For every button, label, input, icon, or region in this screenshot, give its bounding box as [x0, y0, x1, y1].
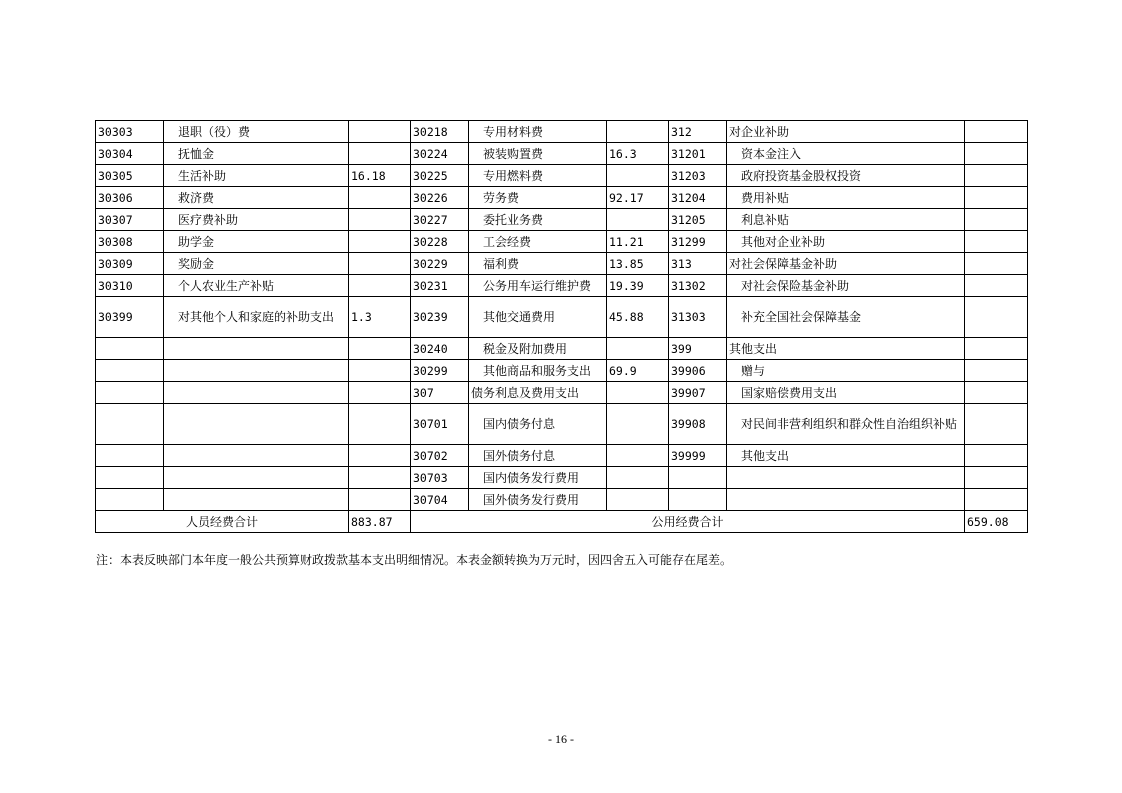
table-row — [96, 209, 1028, 231]
other-item-cell: 资本金注入 — [727, 143, 965, 165]
public-code-cell: 30231 — [411, 275, 469, 297]
public-item-cell: 被装购置费 — [469, 143, 607, 165]
public-code-cell: 30227 — [411, 209, 469, 231]
personnel-amount-cell: 1.3 — [349, 297, 411, 338]
public-code-cell: 30703 — [411, 467, 469, 489]
table-row — [96, 338, 1028, 360]
public-item-cell: 公务用车运行维护费 — [469, 275, 607, 297]
personnel-item-cell: 个人农业生产补贴 — [164, 275, 349, 297]
public-total-value: 659.08 — [965, 511, 1028, 533]
other-amount-cell — [965, 231, 1028, 253]
public-amount-cell — [607, 338, 669, 360]
other-item-cell: 其他对企业补助 — [727, 231, 965, 253]
other-amount-cell — [965, 467, 1028, 489]
other-item-cell: 国家赔偿费用支出 — [727, 382, 965, 404]
public-code-cell: 30224 — [411, 143, 469, 165]
personnel-code-cell: 30399 — [96, 297, 164, 338]
other-amount-cell — [965, 404, 1028, 445]
public-code-cell: 30218 — [411, 121, 469, 143]
personnel-amount-cell — [349, 338, 411, 360]
other-code-cell: 39999 — [669, 445, 727, 467]
personnel-amount-cell — [349, 467, 411, 489]
other-code-cell: 31303 — [669, 297, 727, 338]
other-amount-cell — [965, 489, 1028, 511]
personnel-amount-cell — [349, 143, 411, 165]
other-item-cell: 对社会保障基金补助 — [727, 253, 965, 275]
public-amount-cell: 13.85 — [607, 253, 669, 275]
public-item-cell: 工会经费 — [469, 231, 607, 253]
public-amount-cell — [607, 467, 669, 489]
personnel-code-cell — [96, 338, 164, 360]
public-amount-cell — [607, 404, 669, 445]
personnel-code-cell: 30309 — [96, 253, 164, 275]
personnel-code-cell — [96, 445, 164, 467]
public-code-cell: 30239 — [411, 297, 469, 338]
table-row — [96, 187, 1028, 209]
totals-row — [96, 511, 1028, 533]
personnel-amount-cell — [349, 209, 411, 231]
personnel-code-cell — [96, 489, 164, 511]
other-item-cell: 其他支出 — [727, 338, 965, 360]
other-amount-cell — [965, 253, 1028, 275]
other-item-cell — [727, 467, 965, 489]
other-item-cell: 政府投资基金股权投资 — [727, 165, 965, 187]
personnel-item-cell: 奖励金 — [164, 253, 349, 275]
public-amount-cell — [607, 445, 669, 467]
other-amount-cell — [965, 382, 1028, 404]
personnel-amount-cell — [349, 489, 411, 511]
other-code-cell: 312 — [669, 121, 727, 143]
public-item-cell: 委托业务费 — [469, 209, 607, 231]
personnel-item-cell — [164, 360, 349, 382]
public-amount-cell: 16.3 — [607, 143, 669, 165]
public-code-cell: 30702 — [411, 445, 469, 467]
public-item-cell: 专用材料费 — [469, 121, 607, 143]
table-row — [96, 360, 1028, 382]
other-item-cell: 费用补贴 — [727, 187, 965, 209]
other-code-cell: 31204 — [669, 187, 727, 209]
other-item-cell: 补充全国社会保障基金 — [727, 297, 965, 338]
personnel-amount-cell — [349, 121, 411, 143]
public-code-cell: 30225 — [411, 165, 469, 187]
personnel-item-cell — [164, 382, 349, 404]
other-amount-cell — [965, 360, 1028, 382]
page-number: - 16 - — [548, 732, 574, 746]
public-code-cell: 30226 — [411, 187, 469, 209]
public-item-cell: 国内债务付息 — [469, 404, 607, 445]
other-code-cell: 31205 — [669, 209, 727, 231]
personnel-code-cell — [96, 467, 164, 489]
other-amount-cell — [965, 297, 1028, 338]
other-amount-cell — [965, 165, 1028, 187]
personnel-amount-cell: 16.18 — [349, 165, 411, 187]
table-row — [96, 467, 1028, 489]
personnel-item-cell: 助学金 — [164, 231, 349, 253]
personnel-code-cell — [96, 360, 164, 382]
table-note: 注：本表反映部门本年度一般公共预算财政拨款基本支出明细情况。本表金额转换为万元时，因四舍五入可能存在尾差。 — [96, 553, 733, 567]
table-row — [96, 404, 1028, 445]
public-item-cell: 国外债务发行费用 — [469, 489, 607, 511]
public-code-cell: 30240 — [411, 338, 469, 360]
public-code-cell: 30228 — [411, 231, 469, 253]
other-code-cell: 31302 — [669, 275, 727, 297]
other-code-cell: 313 — [669, 253, 727, 275]
personnel-amount-cell — [349, 275, 411, 297]
public-amount-cell: 11.21 — [607, 231, 669, 253]
personnel-code-cell: 30305 — [96, 165, 164, 187]
other-code-cell: 31299 — [669, 231, 727, 253]
personnel-item-cell: 生活补助 — [164, 165, 349, 187]
other-amount-cell — [965, 187, 1028, 209]
personnel-item-cell — [164, 467, 349, 489]
other-code-cell: 399 — [669, 338, 727, 360]
public-item-cell: 福利费 — [469, 253, 607, 275]
other-item-cell — [727, 489, 965, 511]
personnel-item-cell — [164, 489, 349, 511]
personnel-item-cell: 对其他个人和家庭的补助支出 — [164, 297, 349, 338]
public-item-cell: 税金及附加费用 — [469, 338, 607, 360]
table-row — [96, 231, 1028, 253]
public-code-cell: 30299 — [411, 360, 469, 382]
public-item-cell: 劳务费 — [469, 187, 607, 209]
other-code-cell — [669, 489, 727, 511]
personnel-item-cell: 退职（役）费 — [164, 121, 349, 143]
table-row — [96, 275, 1028, 297]
public-amount-cell — [607, 209, 669, 231]
table-row — [96, 489, 1028, 511]
public-code-cell: 30229 — [411, 253, 469, 275]
public-code-cell: 30704 — [411, 489, 469, 511]
other-code-cell: 39908 — [669, 404, 727, 445]
other-code-cell: 39906 — [669, 360, 727, 382]
public-total-label: 公用经费合计 — [411, 511, 965, 533]
personnel-code-cell: 30303 — [96, 121, 164, 143]
personnel-code-cell: 30307 — [96, 209, 164, 231]
table-row — [96, 143, 1028, 165]
personnel-amount-cell — [349, 445, 411, 467]
table-row — [96, 297, 1028, 338]
public-amount-cell — [607, 489, 669, 511]
personnel-code-cell: 30306 — [96, 187, 164, 209]
table-row — [96, 253, 1028, 275]
other-amount-cell — [965, 275, 1028, 297]
personnel-code-cell: 30308 — [96, 231, 164, 253]
personnel-code-cell — [96, 404, 164, 445]
personnel-amount-cell — [349, 360, 411, 382]
personnel-amount-cell — [349, 404, 411, 445]
other-amount-cell — [965, 121, 1028, 143]
other-item-cell: 其他支出 — [727, 445, 965, 467]
personnel-total-value: 883.87 — [349, 511, 411, 533]
personnel-code-cell: 30310 — [96, 275, 164, 297]
other-item-cell: 利息补贴 — [727, 209, 965, 231]
personnel-item-cell: 救济费 — [164, 187, 349, 209]
public-code-cell: 30701 — [411, 404, 469, 445]
public-amount-cell — [607, 121, 669, 143]
personnel-amount-cell — [349, 253, 411, 275]
public-item-cell: 其他商品和服务支出 — [469, 360, 607, 382]
public-code-cell: 307 — [411, 382, 469, 404]
other-item-cell: 赠与 — [727, 360, 965, 382]
public-amount-cell: 92.17 — [607, 187, 669, 209]
personnel-code-cell — [96, 382, 164, 404]
public-amount-cell — [607, 382, 669, 404]
other-item-cell: 对社会保险基金补助 — [727, 275, 965, 297]
table-row — [96, 382, 1028, 404]
table-row — [96, 165, 1028, 187]
personnel-item-cell: 抚恤金 — [164, 143, 349, 165]
public-amount-cell: 19.39 — [607, 275, 669, 297]
personnel-amount-cell — [349, 231, 411, 253]
table-row — [96, 445, 1028, 467]
personnel-item-cell — [164, 338, 349, 360]
personnel-amount-cell — [349, 187, 411, 209]
public-amount-cell: 69.9 — [607, 360, 669, 382]
other-amount-cell — [965, 143, 1028, 165]
table-body — [96, 121, 1028, 511]
table-row — [96, 121, 1028, 143]
other-code-cell: 31203 — [669, 165, 727, 187]
personnel-code-cell: 30304 — [96, 143, 164, 165]
public-item-cell: 债务利息及费用支出 — [469, 382, 607, 404]
public-item-cell: 其他交通费用 — [469, 297, 607, 338]
other-code-cell: 31201 — [669, 143, 727, 165]
public-item-cell: 国外债务付息 — [469, 445, 607, 467]
other-item-cell: 对民间非营利组织和群众性自治组织补贴 — [727, 404, 965, 445]
expenditure-detail-table — [95, 120, 1028, 533]
other-code-cell — [669, 467, 727, 489]
personnel-item-cell: 医疗费补助 — [164, 209, 349, 231]
other-amount-cell — [965, 338, 1028, 360]
public-item-cell: 专用燃料费 — [469, 165, 607, 187]
public-amount-cell: 45.88 — [607, 297, 669, 338]
public-amount-cell — [607, 165, 669, 187]
other-item-cell: 对企业补助 — [727, 121, 965, 143]
personnel-item-cell — [164, 445, 349, 467]
other-amount-cell — [965, 209, 1028, 231]
other-amount-cell — [965, 445, 1028, 467]
personnel-item-cell — [164, 404, 349, 445]
other-code-cell: 39907 — [669, 382, 727, 404]
public-item-cell: 国内债务发行费用 — [469, 467, 607, 489]
personnel-amount-cell — [349, 382, 411, 404]
personnel-total-label: 人员经费合计 — [96, 511, 349, 533]
